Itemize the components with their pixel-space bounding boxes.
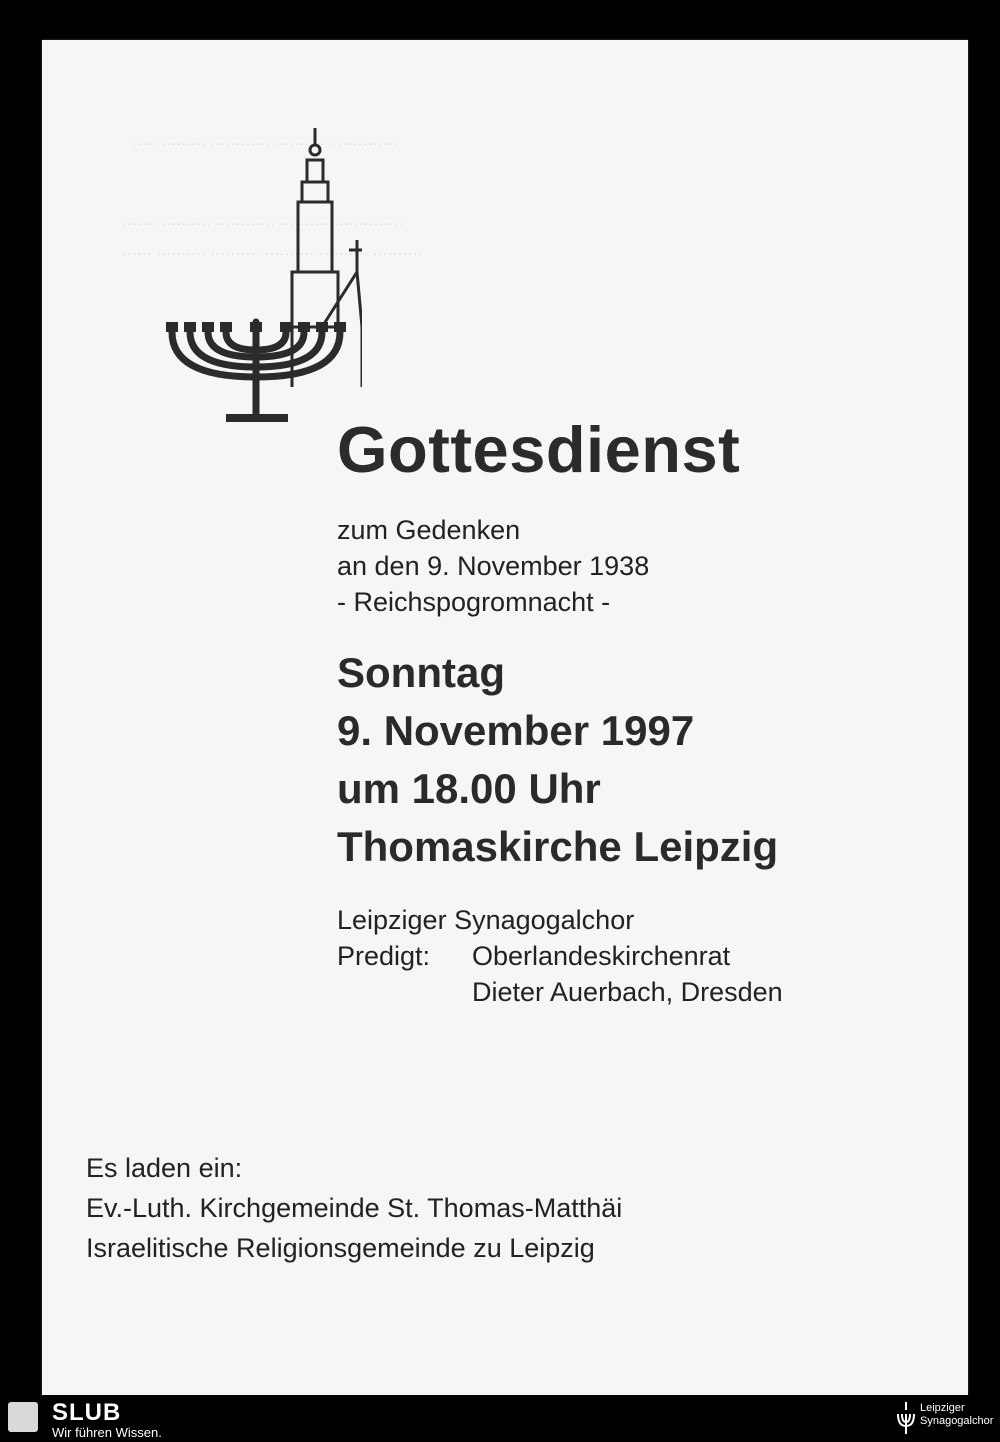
predigt-label: Predigt:	[337, 941, 431, 971]
date-line-day: Sonntag	[337, 649, 505, 696]
invitation-org: Israelitische Religionsgemeinde zu Leipzig	[86, 1233, 595, 1263]
bleed-through-text: ············ · ·········· ············ ·········· ····	[132, 135, 398, 152]
slub-name: SLUB	[52, 1399, 122, 1426]
flyer-sheet	[42, 40, 968, 1395]
predigt-row	[337, 938, 783, 974]
bleed-through-text: ·············· ·········· ············ ·········· ·······	[122, 215, 404, 232]
invitation-org: Ev.-Luth. Kirchgemeinde St. Thomas-Matthäi	[86, 1193, 623, 1223]
synagogalchor-logo-icon	[896, 1400, 916, 1436]
choir-name: Leipziger Synagogalchor	[337, 905, 635, 935]
occasion-line: - Reichspogromnacht -	[337, 587, 611, 617]
slub-tagline: Wir führen Wissen.	[52, 1425, 162, 1440]
predigt-title: Oberlandeskirchenrat	[472, 941, 731, 971]
choir-logo-line: Leipziger	[920, 1402, 965, 1414]
occasion-line: an den 9. November 1938	[337, 551, 650, 581]
predigt-person: Dieter Auerbach, Dresden	[472, 977, 783, 1007]
slub-logo-icon	[8, 1402, 38, 1432]
invitation-heading: Es laden ein:	[86, 1153, 243, 1183]
invitation-block	[86, 1148, 622, 1268]
occasion-block	[337, 512, 649, 620]
bleed-through-text: ·········· ·········· ·········· ·········· ·········· ······	[122, 245, 423, 262]
synagogalchor-logo-text	[920, 1402, 993, 1428]
menorah-church-logo	[152, 122, 362, 422]
participants-block	[337, 902, 783, 1010]
flyer-title: Gottesdienst	[337, 413, 741, 486]
choir-logo-line: Synagogalchor	[920, 1415, 994, 1427]
date-line-date: 9. November 1997	[337, 707, 695, 754]
date-block	[337, 644, 778, 876]
date-line-time: um 18.00 Uhr	[337, 765, 601, 812]
date-line-venue: Thomaskirche Leipzig	[337, 823, 779, 870]
occasion-line: zum Gedenken	[337, 515, 521, 545]
